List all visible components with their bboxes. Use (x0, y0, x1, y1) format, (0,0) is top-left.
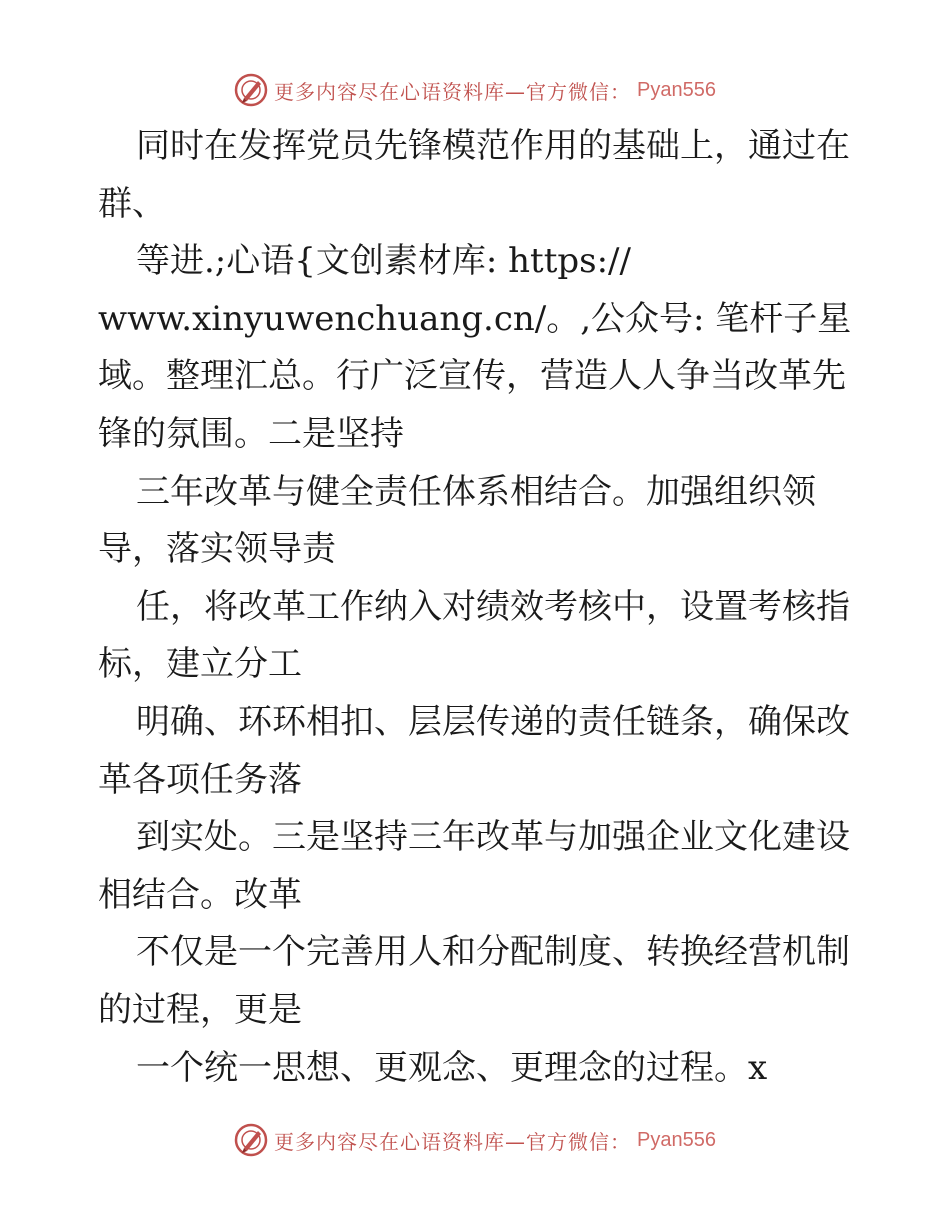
text-line: 的过程，更是 (98, 989, 302, 1030)
text-line: 等进.;心语{文创素材库: https:// (136, 241, 631, 282)
text-line: 同时在发挥党员先锋模范作用的基础上，通过在 (136, 126, 850, 166)
document-body (98, 118, 888, 1097)
footer-watermark (0, 1120, 950, 1160)
text-line: 到实处。三是坚持三年改革与加强企业文化建设 (136, 817, 850, 858)
text-line: 导，落实领导责 (98, 529, 336, 570)
text-line: 一个统一思想、更观念、更理念的过程。x (136, 1047, 768, 1088)
text-line: 不仅是一个完善用人和分配制度、转换经营机制 (136, 932, 850, 973)
header-promo-text: 更多内容尽在心语资料库—官方微信： (274, 79, 632, 104)
text-line: 三年改革与健全责任体系相结合。加强组织领 (136, 471, 816, 512)
text-line: 任，将改革工作纳入对绩效考核中，设置考核指 (136, 586, 850, 627)
text-line: 锋的氛围。二是坚持 (98, 413, 404, 454)
text-line: www.xinyuwenchuang.cn/。,公众号: 笔杆子星 (98, 298, 852, 339)
text-line: 明确、环环相扣、层层传递的责任链条，确保改 (136, 701, 850, 742)
footer-wechat-id: Pyan556 (637, 1128, 716, 1151)
footer-promo-text: 更多内容尽在心语资料库—官方微信： (274, 1129, 632, 1154)
header-watermark (0, 70, 950, 110)
text-line: 域。整理汇总。行广泛宣传，营造人人争当改革先 (98, 356, 846, 397)
text-line: 群、 (98, 183, 166, 224)
text-line: 相结合。改革 (98, 874, 302, 915)
header-wechat-id: Pyan556 (637, 78, 716, 101)
pen-logo-icon (234, 73, 268, 107)
text-line: 革各项任务落 (98, 759, 302, 800)
pen-logo-icon (234, 1123, 268, 1157)
text-line: 标，建立分工 (98, 644, 302, 685)
